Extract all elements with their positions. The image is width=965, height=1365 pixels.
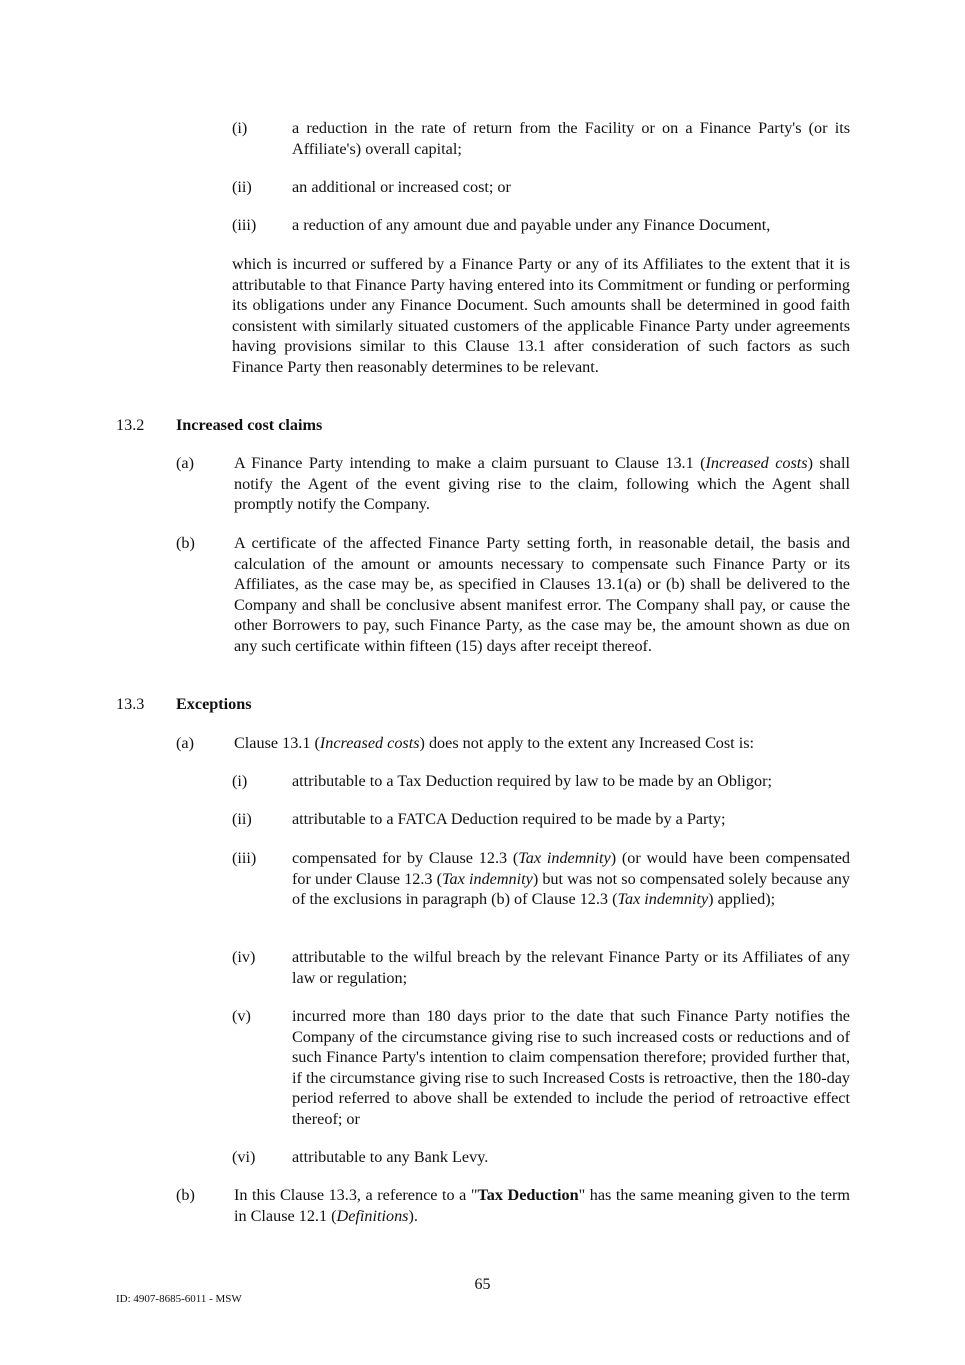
page-number: 65	[474, 1276, 491, 1293]
list-item-text: an additional or increased cost; or	[292, 178, 511, 196]
clause-text: In this Clause 13.3, a reference to a "Tax Deduction" has the same meaning given to the term in Clause 12.1 (Definitions).	[234, 1186, 850, 1225]
clause-label: (b)	[176, 534, 195, 552]
list-item-label: (iii)	[232, 849, 257, 867]
list-item-label: (ii)	[232, 178, 252, 196]
clause-text: Clause 13.1 (Increased costs) does not apply to the extent any Increased Cost is:	[234, 734, 754, 752]
list-item-text: a reduction of any amount due and payable under any Finance Document,	[292, 216, 771, 234]
clause-label: (a)	[176, 454, 194, 472]
list-item-label: (iii)	[232, 216, 257, 234]
paragraph: which is incurred or suffered by a Finance Party or any of its Affiliates to the extent that it is attributable to that Finance Party having entered into its Commitment or funding or performing its obligations under any Finance Document. Such amounts shall be determined in good faith consistent with similarly situated customers of the applicable Finance Party under agreements having provisions similar to this Clause 13.1 after consideration of such factors as such Finance Party then reasonably determines to be relevant.	[232, 255, 850, 376]
clause-label: (a)	[176, 734, 194, 752]
section-heading: Exceptions	[176, 695, 252, 713]
list-item-label: (i)	[232, 119, 248, 137]
clause-text: A certificate of the affected Finance Party setting forth, in reasonable detail, the basis and calculation of the amount or amounts necessary to compensate such Finance Party or its Affiliates, as the case may be, as specified in Clauses 13.1(a) or (b) shall be delivered to the Company and shall be conclusive absent manifest error. The Company shall pay, or cause the other Borrowers to pay, such Finance Party, as the case may be, the amount shown as due on any such certificate within fifteen (15) days after receipt thereof.	[234, 534, 850, 655]
list-item-label: (vi)	[232, 1148, 256, 1166]
list-item-text: attributable to a Tax Deduction required by law to be made by an Obligor;	[292, 772, 773, 790]
list-item-label: (v)	[232, 1007, 251, 1025]
list-item-text: attributable to any Bank Levy.	[292, 1148, 489, 1166]
section-number: 13.2	[116, 416, 145, 434]
document-id: ID: 4907-8685-6011 - MSW	[116, 1293, 242, 1305]
list-item-text: attributable to the wilful breach by the relevant Finance Party or its Affiliates of any law or regulation;	[292, 948, 850, 987]
list-item-text: compensated for by Clause 12.3 (Tax indemnity) (or would have been compensated for under Clause 12.3 (Tax indemnity) but was not so compensated solely because any of the exclusions in paragraph (b) of Clause 12.3 (Tax indemnity) applied);	[292, 849, 850, 909]
list-item-text: a reduction in the rate of return from the Facility or on a Finance Party's (or its Affiliate's) overall capital;	[292, 119, 850, 158]
list-item-text: attributable to a FATCA Deduction required to be made by a Party;	[292, 810, 726, 828]
list-item-label: (i)	[232, 772, 248, 790]
list-item-label: (ii)	[232, 810, 252, 828]
section-number: 13.3	[116, 695, 145, 713]
list-item-text: incurred more than 180 days prior to the date that such Finance Party notifies the Company of the circumstance giving rise to such increased costs or reductions and of such Finance Party's intention to claim compensation therefore; provided further that, if the circumstance giving rise to such Increased Costs is retroactive, then the 180-day period referred to above shall be extended to include the period of retroactive effect thereof; or	[292, 1007, 850, 1128]
section-heading: Increased cost claims	[176, 416, 323, 434]
list-item-label: (iv)	[232, 948, 256, 966]
clause-text: A Finance Party intending to make a claim pursuant to Clause 13.1 (Increased costs) shall notify the Agent of the event giving rise to the claim, following which the Agent shall promptly notify the Company.	[234, 454, 850, 514]
clause-label: (b)	[176, 1186, 195, 1204]
